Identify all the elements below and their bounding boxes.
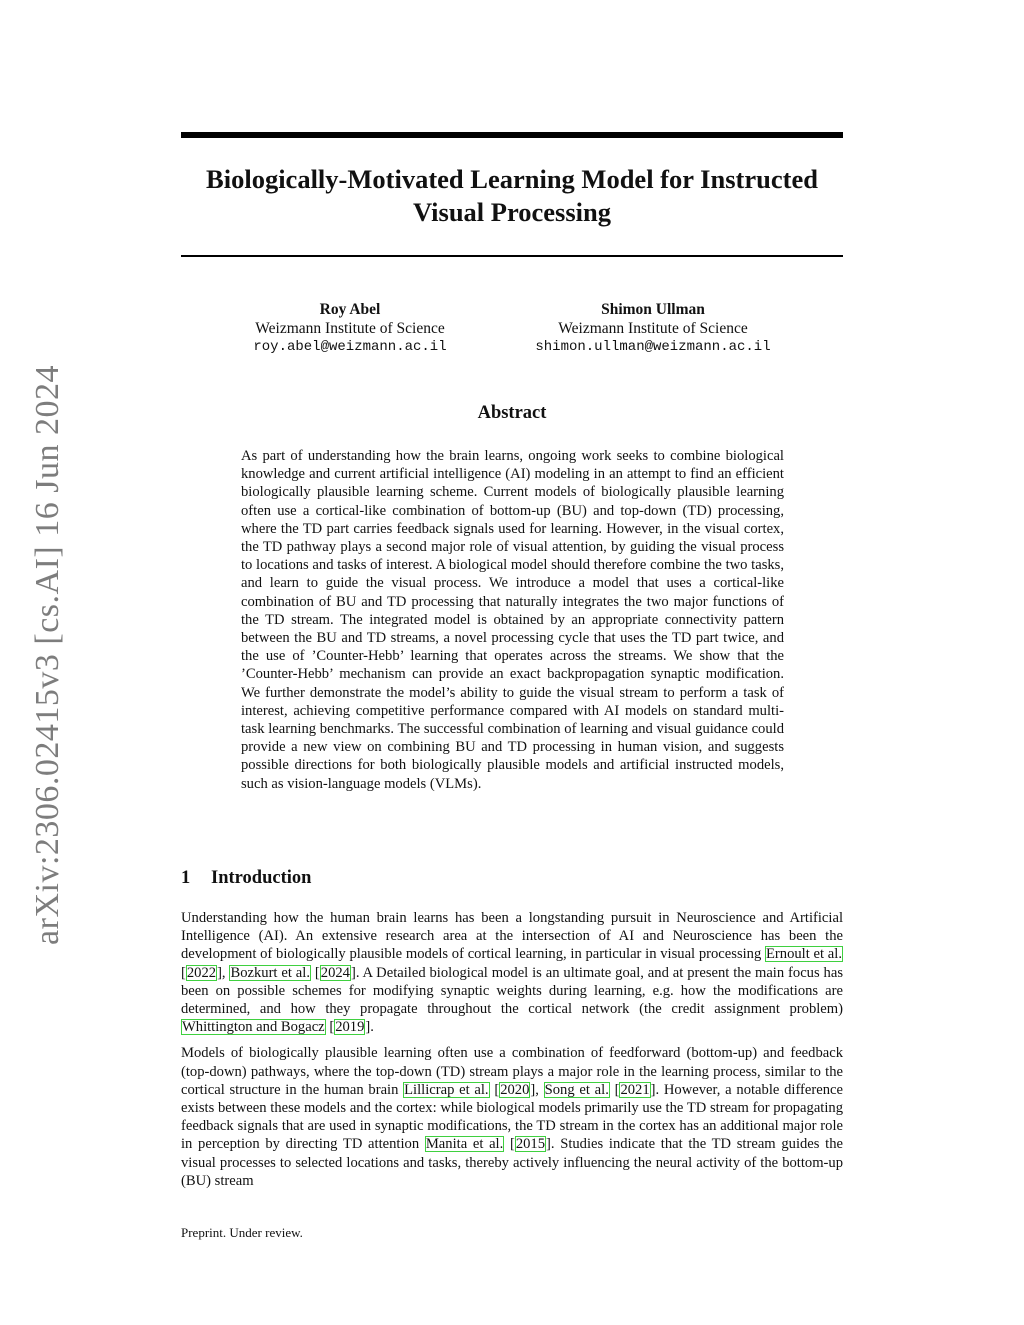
paragraph-text: [ xyxy=(181,964,186,981)
paragraph-text: Models of biologically plausible learning often use a combination of feedforward (bottom-up) and feedback (top-down) pathways, where the top-down (TD) stream plays a major role in the learning process, similar to the cortical structure in the human brain xyxy=(181,1045,843,1098)
citation-year-link[interactable]: 2019 xyxy=(335,1019,365,1036)
title-bottom-rule xyxy=(181,255,843,257)
citation-link[interactable]: Song et al. xyxy=(544,1081,609,1098)
paragraph-text: [ xyxy=(311,964,320,981)
intro-paragraph-1 xyxy=(181,909,843,1036)
intro-paragraph-2 xyxy=(181,1044,843,1190)
citation-year-link[interactable]: 2021 xyxy=(620,1081,650,1098)
arxiv-identifier-text: arXiv:2306.02415v3 [cs.AI] 16 Jun 2024 xyxy=(29,365,66,945)
citation-year-link[interactable]: 2020 xyxy=(500,1081,530,1098)
paragraph-text: [ xyxy=(325,1019,335,1036)
author-affiliation: Weizmann Institute of Science xyxy=(255,320,445,337)
title-top-rule xyxy=(181,132,843,138)
author-block-2 xyxy=(508,300,798,357)
citation-year-link[interactable]: 2024 xyxy=(320,964,350,981)
citation-link[interactable]: Lillicrap et al. xyxy=(404,1081,489,1098)
paper-title-line-1: Biologically-Motivated Learning Model for Instructed xyxy=(206,164,818,194)
citation-link[interactable]: Manita et al. xyxy=(425,1136,504,1153)
abstract-text: As part of understanding how the brain learns, ongoing work seeks to combine biological knowledge and current artificial intelligence (AI) modeling in an attempt to find an efficient biologically plausible learning scheme. Current models of biologically plausible learning often use a cortical-like combination of bottom-up (BU) and top-down (TD) processing, where the TD part carries feedback signals used for learning. However, in the visual cortex, the TD pathway plays a second major role of visual attention, by guiding the visual process to locations and tasks of interest. A biological model should therefore combine the two tasks, and learn to guide the visual process. We introduce a model that uses a cortical-like combination of BU and TD processing that naturally integrates the two major functions of the TD stream. The integrated model is obtained by an appropriate connectivity pattern between the BU and TD streams, a novel processing cycle that uses the TD part twice, and the use of ’Counter-Hebb’ learning that operates across the streams. We show that the ’Counter-Hebb’ mechanism can provide an exact backpropagation synaptic modification. We further demonstrate the model’s ability to guide the visual stream to perform a task of interest, achieving competitive performance compared with AI models on standard multi-task learning benchmarks. The successful combination of learning and visual guidance could provide a new view on combining BU and TD processing in human vision, and suggests possible directions for both biologically plausible models and artificial instructed models, such as vision-language models (VLMs). xyxy=(241,448,784,792)
section-number: 1 xyxy=(181,868,191,888)
paragraph-text: ]. Studies indicate that the TD stream guides the visual processes to selected locations and tasks, thereby actively influencing the neural activity of the bottom-up (BU) stream xyxy=(181,1136,843,1189)
paragraph-text: ]. A Detailed biological model is an ultimate goal, and at present the main focus has been on possible schemes for modifying synaptic weights during learning, e.g. how the modifications are determined, and how they propagate throughout the cortical network (the credit assignment problem) xyxy=(181,964,843,1018)
paper-title xyxy=(181,163,843,229)
paragraph-text: ]. xyxy=(365,1019,374,1036)
author-name: Shimon Ullman xyxy=(601,301,705,318)
paragraph-text: [ xyxy=(504,1136,515,1153)
author-affiliation: Weizmann Institute of Science xyxy=(558,320,748,337)
paragraph-text: [ xyxy=(489,1081,500,1098)
introduction-body xyxy=(181,909,843,1198)
citation-year-link[interactable]: 2015 xyxy=(515,1136,546,1153)
abstract-heading: Abstract xyxy=(477,403,547,423)
citation-year-link[interactable]: 2022 xyxy=(186,964,217,981)
author-email[interactable]: shimon.ullman@weizmann.ac.il xyxy=(535,339,771,355)
citation-link[interactable]: Ernoult et al. xyxy=(766,946,842,963)
paragraph-text: ], xyxy=(530,1081,544,1098)
author-block-1 xyxy=(205,300,495,357)
paragraph-text: Understanding how the human brain learns has been a longstanding pursuit in Neuroscience and Artificial Intelligence (AI). An extensive research area at the intersection of AI and Neuroscience has been the development of biologically plausible models of cortical learning, in particular in visual processing xyxy=(181,910,843,963)
page-footer: Preprint. Under review. xyxy=(181,1225,303,1240)
author-name: Roy Abel xyxy=(319,301,381,318)
citation-link[interactable]: Bozkurt et al. xyxy=(230,964,310,981)
section-title: Introduction xyxy=(211,868,312,888)
paper-title-line-2: Visual Processing xyxy=(412,197,612,227)
citation-link[interactable]: Whittington and Bogacz xyxy=(182,1019,325,1036)
author-email[interactable]: roy.abel@weizmann.ac.il xyxy=(253,339,447,355)
paragraph-text: ], xyxy=(217,964,230,981)
paragraph-text: ]. However, a notable difference exists between these models and the cortex: while biological models primarily use the TD stream for propagating feedback signals that are used in synaptic modifications, the TD stream in the cortex has an additional major role in perception by directing TD attention xyxy=(181,1081,843,1153)
section-heading-introduction xyxy=(181,868,311,889)
paragraph-text: [ xyxy=(609,1081,620,1098)
